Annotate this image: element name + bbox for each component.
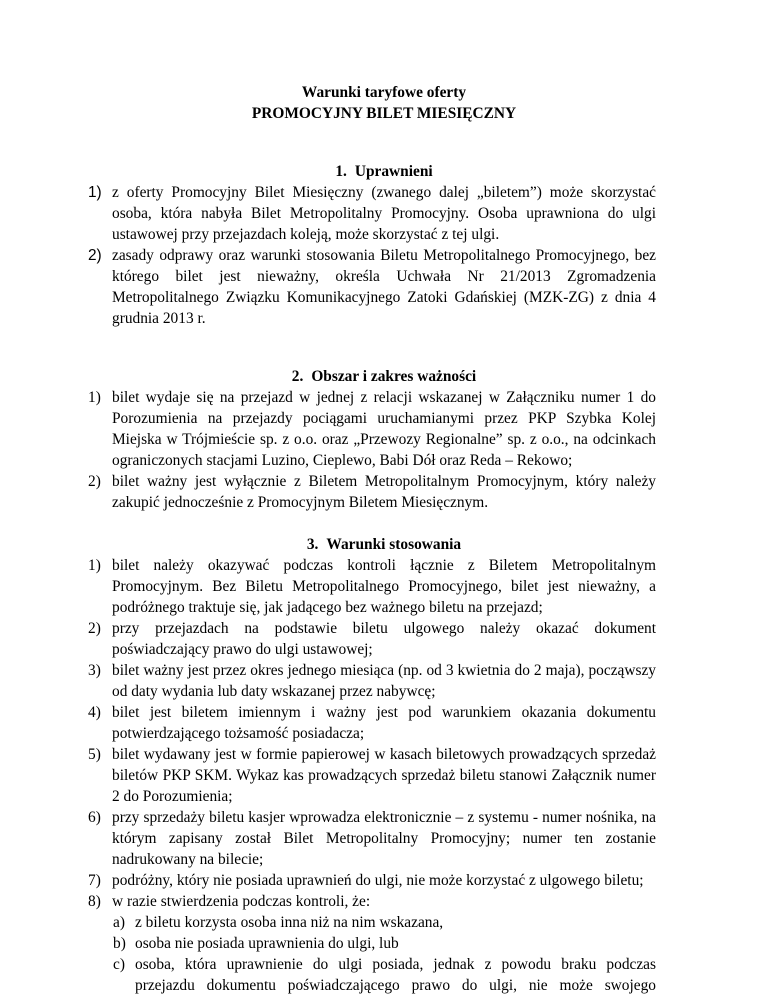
- sublist-marker: a): [113, 914, 125, 931]
- list-marker: 6): [88, 809, 101, 826]
- section-3-subitem-a: [113, 912, 656, 933]
- section-3-item-2: [88, 618, 656, 660]
- section-2-item-2: [88, 471, 656, 513]
- sublist-marker: c): [113, 956, 125, 973]
- section-2-item-1: [88, 387, 656, 471]
- list-item-text: bilet należy okazywać podczas kontroli łącznie z Biletem Metropolitalnym Promocyjnym. Bez Biletu Metropolitalnego Promocyjnego, bilet jest nieważny, a podróżnego traktuje się, jak jadącego bez ważnego biletu na przejazd;: [112, 557, 656, 617]
- list-item-text: przy sprzedaży biletu kasjer wprowadza elektronicznie – z systemu - numer nośnika, na którym zapisany został Bilet Metropolitalny Promocyjny; numer ten zostanie nadrukowany na bilecie;: [112, 809, 656, 869]
- section-1-title: Uprawnieni: [354, 163, 433, 180]
- section-2-heading: [0, 366, 768, 387]
- list-item-text: bilet jest biletem imiennym i ważny jest pod warunkiem okazania dokumentu potwierdzającego tożsamość posiadacza;: [112, 704, 656, 743]
- list-item-text: bilet wydawany jest w formie papierowej w kasach biletowych prowadzących sprzedaż biletów PKP SKM. Wykaz kas prowadzących sprzedaż biletu stanowi Załącznik numer 2 do Porozumienia;: [112, 746, 656, 806]
- sublist-item-text: z biletu korzysta osoba inna niż na nim wskazana,: [135, 914, 444, 931]
- list-marker: 3): [88, 662, 101, 679]
- section-3-item-5: [88, 744, 656, 807]
- section-3-number: 3.: [306, 536, 319, 553]
- list-item-text: bilet ważny jest przez okres jednego miesiąca (np. od 3 kwietnia do 2 maja), począwszy od daty wydania lub daty wskazanej przez nabywcę;: [112, 662, 656, 701]
- list-marker: 1): [88, 557, 101, 574]
- section-3-item-7: [88, 870, 656, 891]
- section-1-item-1: [88, 182, 656, 245]
- document-title-line1: Warunki taryfowe oferty: [301, 84, 467, 101]
- list-marker: 4): [88, 704, 101, 721]
- section-2-number: 2.: [291, 368, 304, 385]
- section-1-number: 1.: [335, 163, 347, 180]
- list-marker: 2): [88, 247, 102, 264]
- section-1-heading: [0, 161, 768, 182]
- section-3-subitem-c: [113, 954, 656, 996]
- list-marker: 2): [88, 620, 101, 637]
- section-3-item-6: [88, 807, 656, 870]
- list-item-text: z oferty Promocyjny Bilet Miesięczny (zwanego dalej „biletem”) może skorzystać osoba, która nabyła Bilet Metropolitalny Promocyjny. Osoba uprawniona do ulgi ustawowej przy przejazdach koleją, może skorzystać z tej ulgi.: [112, 184, 656, 244]
- list-item-text: w razie stwierdzenia podczas kontroli, że:: [112, 893, 371, 910]
- section-3-title: Warunki stosowania: [326, 536, 462, 553]
- list-item-text: przy przejazdach na podstawie biletu ulgowego należy okazać dokument poświadczający prawo do ulgi ustawowej;: [112, 620, 656, 659]
- list-marker: 1): [88, 184, 102, 201]
- list-item-text: bilet wydaje się na przejazd w jednej z relacji wskazanej w Załączniku numer 1 do Porozumienia na przejazdy pociągami uruchamianymi przez PKP Szybka Kolej Miejska w Trójmieście sp. z o.o. oraz „Przewozy Regionalne” sp. z o.o., na odcinkach ograniczonych stacjami Luzino, Cieplewo, Babi Dół oraz Reda – Rekowo;: [112, 389, 656, 470]
- section-3-item-8: [88, 891, 656, 912]
- list-item-text: zasady odprawy oraz warunki stosowania Biletu Metropolitalnego Promocyjnego, bez którego bilet jest nieważny, określa Uchwała Nr 21/2013 Zgromadzenia Metropolitalnego Związku Komunikacyjnego Zatoki Gdańskiej (MZK-ZG) z dnia 4 grudnia 2013 r.: [112, 247, 656, 328]
- sublist-item-text: osoba, która uprawnienie do ulgi posiada, jednak z powodu braku podczas przejazdu dokumentu poświadczającego prawo do ulgi, nie może swojego: [135, 956, 656, 995]
- sublist-item-text: osoba nie posiada uprawnienia do ulgi, lub: [135, 935, 399, 952]
- section-3-item-3: [88, 660, 656, 702]
- sublist-marker: b): [113, 935, 126, 952]
- list-marker: 7): [88, 872, 101, 889]
- document-title-line2: PROMOCYJNY BILET MIESIĘCZNY: [251, 105, 517, 122]
- section-3-item-4: [88, 702, 656, 744]
- list-item-text: bilet ważny jest wyłącznie z Biletem Metropolitalnym Promocyjnym, który należy zakupić jednocześnie z Promocyjnym Biletem Miesięcznym.: [112, 473, 656, 512]
- section-3-item-1: [88, 555, 656, 618]
- list-marker: 1): [88, 389, 101, 406]
- section-3-subitem-b: [113, 933, 656, 954]
- list-item-text: podróżny, który nie posiada uprawnień do ulgi, nie może korzystać z ulgowego biletu;: [112, 872, 644, 889]
- section-1-item-2: [88, 245, 656, 329]
- list-marker: 8): [88, 893, 101, 910]
- list-marker: 2): [88, 473, 101, 490]
- section-2-title: Obszar i zakres ważności: [311, 368, 477, 385]
- list-marker: 5): [88, 746, 101, 763]
- section-3-heading: [0, 534, 768, 555]
